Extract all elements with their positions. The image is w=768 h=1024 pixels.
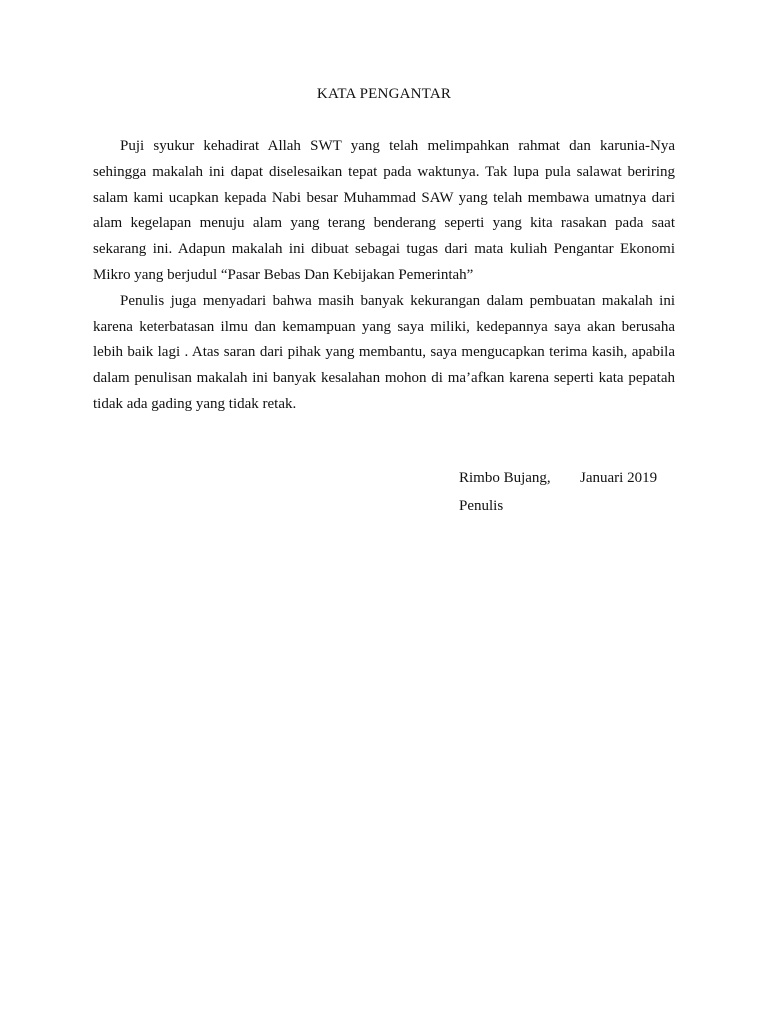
signature-place: Rimbo Bujang, bbox=[459, 470, 551, 486]
signature-role: Penulis bbox=[459, 498, 504, 514]
signature-place-date bbox=[459, 464, 699, 492]
signature-date: Januari 2019 bbox=[580, 470, 658, 486]
signature-block bbox=[459, 464, 699, 520]
document-body bbox=[93, 134, 675, 418]
paragraph-1: Puji syukur kehadirat Allah SWT yang telah melimpahkan rahmat dan karunia-Nya sehingga makalah ini dapat diselesaikan tepat pada waktunya. Tak lupa pula salawat beriring salam kami ucapkan kepada Nabi besar Muhammad SAW yang telah membawa umatnya dari alam kegelapan menuju alam yang terang benderang seperti yang kita rasakan pada saat sekarang ini. Adapun makalah ini dibuat sebagai tugas dari mata kuliah Pengantar Ekonomi Mikro yang berjudul “Pasar Bebas Dan Kebijakan Pemerintah” bbox=[93, 138, 675, 283]
page-title: KATA PENGANTAR bbox=[316, 86, 452, 102]
paragraph-2: Penulis juga menyadari bahwa masih banyak kekurangan dalam pembuatan makalah ini karena keterbatasan ilmu dan kemampuan yang saya miliki, kedepannya saya akan berusaha lebih baik lagi . Atas saran dari pihak yang membantu, saya mengucapkan terima kasih, apabila dalam penulisan makalah ini banyak kesalahan mohon di ma’afkan karena seperti kata pepatah tidak ada gading yang tidak retak. bbox=[93, 292, 675, 412]
